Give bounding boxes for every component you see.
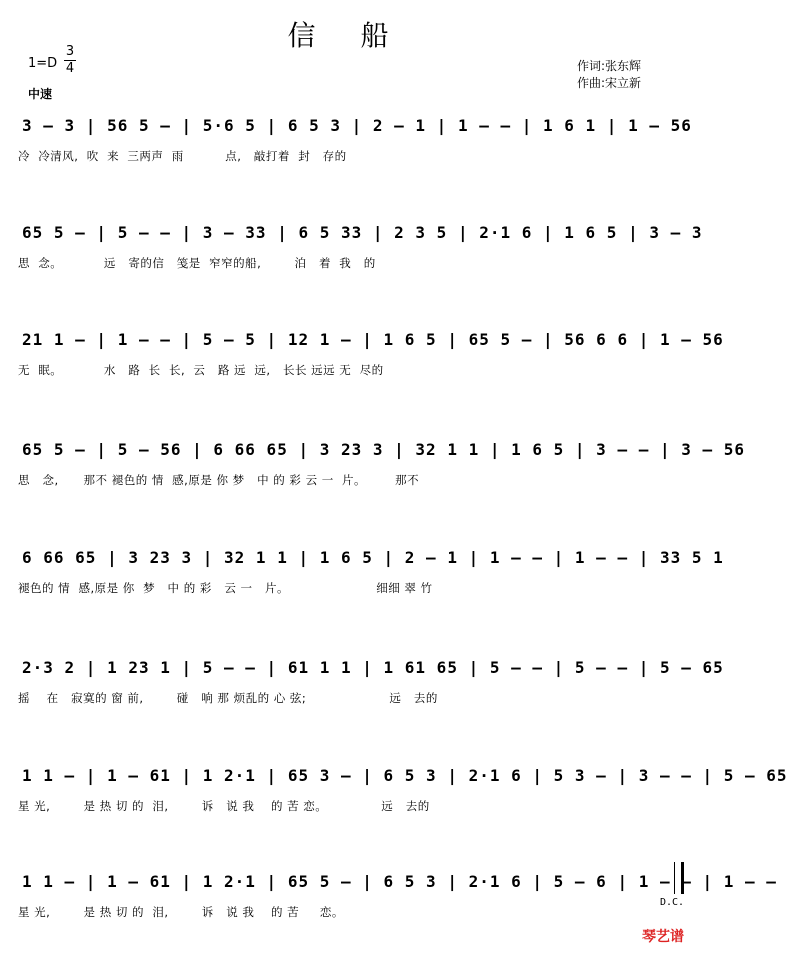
key-signature xyxy=(28,44,75,76)
song-title: 信 船 xyxy=(287,19,407,52)
lyricist-credit: 作词:张东辉 xyxy=(577,59,642,73)
notation-line: 65 5 – | 5 – 56 | 6 66 65 | 3 23 3 | 32 1 1 | 1 6 5 | 3 – – | 3 – 56 xyxy=(22,440,746,459)
lyric-line: 褪色的 情 感,原是 你 梦 中 的 彩 云 一 片。 细细 翠 竹 xyxy=(18,581,433,595)
notation-line: 2·3 2 | 1 23 1 | 5 – – | 61 1 1 | 1 61 65 | 5 – – | 5 – – | 5 – 65 xyxy=(22,658,724,677)
notation-line: 6 66 65 | 3 23 3 | 32 1 1 | 1 6 5 | 2 – 1 | 1 – – | 1 – – | 33 5 1 xyxy=(22,548,724,567)
score-line xyxy=(0,322,724,418)
key-label: 1=D xyxy=(28,56,58,71)
da-capo-mark: D.C. xyxy=(660,897,685,908)
meter-top: 3 xyxy=(65,44,75,59)
notation-line: 21 1 – | 1 – – | 5 – 5 | 12 1 – | 1 6 5 | 65 5 – | 56 6 6 | 1 – 56 xyxy=(22,330,724,349)
notation-line: 1 1 – | 1 – 61 | 1 2·1 | 65 3 – | 6 5 3 | 2·1 6 | 5 3 – | 3 – – | 5 – 65 xyxy=(22,766,788,785)
notation-line: 65 5 – | 5 – – | 3 – 33 | 6 5 33 | 2 3 5 | 2·1 6 | 1 6 5 | 3 – 3 xyxy=(22,223,703,242)
composer-credit: 作曲:宋立新 xyxy=(577,76,642,90)
score-line xyxy=(0,650,724,746)
lyric-line: 思 念。 远 寄的信 笺是 窄窄的船, 泊 着 我 的 xyxy=(18,256,376,270)
score-line xyxy=(0,758,788,854)
time-signature xyxy=(64,44,76,77)
notation-line: 3 – 3 | 56 5 – | 5·6 5 | 6 5 3 | 2 – 1 | 1 – – | 1 6 1 | 1 – 56 xyxy=(22,116,692,135)
meter-bottom: 4 xyxy=(65,61,75,76)
final-barline xyxy=(674,862,684,894)
score-line xyxy=(0,108,694,204)
lyric-line: 摇 在 寂寞的 窗 前, 碰 响 那 烦乱的 心 弦; 远 去的 xyxy=(18,691,438,705)
score-line xyxy=(0,215,703,311)
watermark-logo: 琴艺谱 xyxy=(642,929,684,945)
lyric-line: 星 光, 是 热 切 的 泪, 诉 说 我 的 苦 恋。 远 去的 xyxy=(18,799,430,813)
lyric-line: 冷 冷清风, 吹 来 三两声 雨 点, 敲打着 封 存的 xyxy=(18,149,347,163)
tempo-marking: 中速 xyxy=(28,87,53,101)
score-line xyxy=(0,540,724,636)
lyric-line: 无 眠。 水 路 长 长, 云 路 远 远, 长长 远远 无 尽的 xyxy=(18,363,384,377)
score-line xyxy=(0,864,777,960)
lyric-line: 思 念, 那不 褪色的 情 感,原是 你 梦 中 的 彩 云 一 片。 那不 xyxy=(18,473,420,487)
notation-line: 1 1 – | 1 – 61 | 1 2·1 | 65 5 – | 6 5 3 | 2·1 6 | 5 – 6 | 1 – – | 1 – – xyxy=(22,872,777,891)
lyric-line: 星 光, 是 热 切 的 泪, 诉 说 我 的 苦 恋。 xyxy=(18,905,344,919)
score-line xyxy=(0,432,746,528)
